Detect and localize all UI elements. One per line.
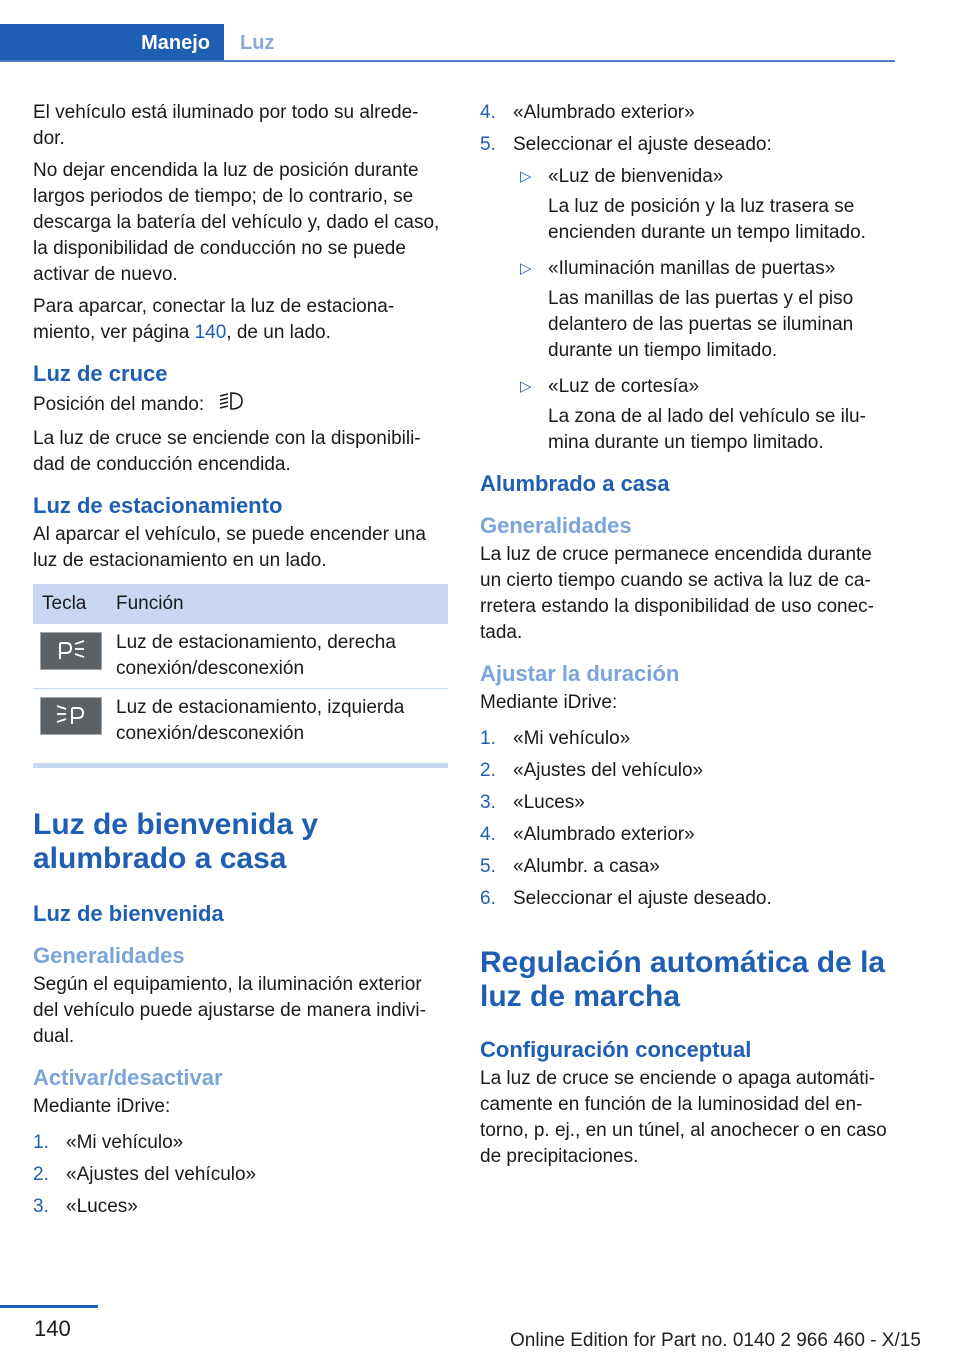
header-divider xyxy=(0,60,895,62)
heading-luz-de-cruce: Luz de cruce xyxy=(33,361,168,386)
steps-list xyxy=(480,726,895,912)
heading-configuracion-conceptual: Configuración conceptual xyxy=(480,1037,752,1062)
heading-alumbrado-a-casa: Alumbrado a casa xyxy=(480,471,670,496)
footer-rule xyxy=(0,1305,98,1308)
edition-note: Online Edition for Part no. 0140 2 966 460 - X/15 xyxy=(510,1330,921,1351)
list-item: 3. «Luces» xyxy=(33,1196,138,1217)
paragraph: No dejar encendida la luz de posición durante largos periodos de tiempo; de lo contrario, se descarga la batería del vehículo y, dado el caso, la disponibilidad de conducción no se puede activar de nuevo. xyxy=(33,160,440,285)
steps-list xyxy=(480,100,895,158)
paragraph: Mediante iDrive: xyxy=(480,692,618,713)
paragraph: Según el equipamiento, la iluminación exterior del vehículo puede ajustarse de manera indivi-dual. xyxy=(33,974,426,1047)
heading-luz-de-estacionamiento: Luz de estacionamiento xyxy=(33,493,283,518)
paragraph: La luz de cruce se enciende con la disponibili-dad de conducción encendida. xyxy=(33,428,421,475)
paragraph: Mediante iDrive: xyxy=(33,1096,171,1117)
paragraph: La luz de cruce se enciende o apaga automáti-camente en función de la luminosidad del en-torno, p. ej., en un túnel, al anochecer o en caso de precipitaciones. xyxy=(480,1068,887,1167)
heading-generalidades: Generalidades xyxy=(480,513,632,538)
table-cell: Luz de estacionamiento, izquierda conexión/desconexión xyxy=(116,697,405,744)
list-item: 2. «Ajustes del vehículo» xyxy=(480,760,704,781)
list-item: 4. «Alumbrado exterior» xyxy=(480,824,695,845)
parking-light-right-icon xyxy=(40,632,102,670)
list-item: 3. «Luces» xyxy=(480,792,585,813)
tab-manejo[interactable]: Manejo xyxy=(0,24,224,62)
list-item: 5. «Alumbr. a casa» xyxy=(480,856,660,877)
table-cell: Luz de estacionamiento, derecha conexión/desconexión xyxy=(116,624,448,689)
page-number: 140 xyxy=(34,1316,71,1341)
left-column xyxy=(33,100,448,1226)
heading-luz-bienvenida-alumbrado: Luz de bienvenida y alumbrado a casa xyxy=(33,808,319,875)
table-row xyxy=(33,624,448,689)
list-item: 1. «Mi vehículo» xyxy=(480,728,631,749)
list-item: 1. «Mi vehículo» xyxy=(33,1132,184,1153)
paragraph: La luz de cruce permanece encendida durante un cierto tiempo cuando se activa la luz de ca-rretera estando la disponibilidad de uso conec-tada. xyxy=(480,544,874,643)
paragraph: Posición del mando: xyxy=(33,390,448,420)
low-beam-icon xyxy=(215,390,245,420)
list-item: 4. «Alumbrado exterior» xyxy=(480,102,695,123)
right-column xyxy=(480,100,895,1176)
heading-activar-desactivar: Activar/desactivar xyxy=(33,1065,223,1090)
list-item: 5. Seleccionar el ajuste deseado: xyxy=(480,134,772,155)
list-item: ▷ «Luz de bienvenida» La luz de posición y la luz trasera se encienden durante un tempo limitado. xyxy=(520,166,866,243)
options-list xyxy=(480,164,895,456)
table-header-funcion: Función xyxy=(116,584,448,624)
list-item: ▷ «Iluminación manillas de puertas» Las manillas de las puertas y el piso delantero de las puertas se iluminan durante un tiempo limitado. xyxy=(520,258,854,361)
table-header-tecla: Tecla xyxy=(33,584,116,624)
heading-luz-de-bienvenida: Luz de bienvenida xyxy=(33,901,224,926)
parking-light-left-icon xyxy=(40,697,102,735)
heading-generalidades: Generalidades xyxy=(33,943,185,968)
paragraph: Para aparcar, conectar la luz de estaciona-miento, ver página 140, de un lado. xyxy=(33,296,395,343)
list-item: 2. «Ajustes del vehículo» xyxy=(33,1164,257,1185)
list-item: ▷ «Luz de cortesía» La zona de al lado del vehículo se ilu-mina durante un tiempo limitado. xyxy=(520,376,866,453)
heading-regulacion-automatica: Regulación automática de la luz de marcha xyxy=(480,946,886,1013)
page-link[interactable]: 140 xyxy=(194,322,227,343)
list-item: 6. Seleccionar el ajuste deseado. xyxy=(480,888,772,909)
paragraph: Al aparcar el vehículo, se puede encender una luz de estacionamiento en un lado. xyxy=(33,524,426,571)
steps-list xyxy=(33,1130,448,1220)
table-row xyxy=(33,689,448,754)
parking-light-table xyxy=(33,584,448,753)
heading-ajustar-duracion: Ajustar la duración xyxy=(480,661,680,686)
tab-luz[interactable]: Luz xyxy=(240,32,275,54)
paragraph: El vehículo está iluminado por todo su alrede-dor. xyxy=(33,102,419,149)
